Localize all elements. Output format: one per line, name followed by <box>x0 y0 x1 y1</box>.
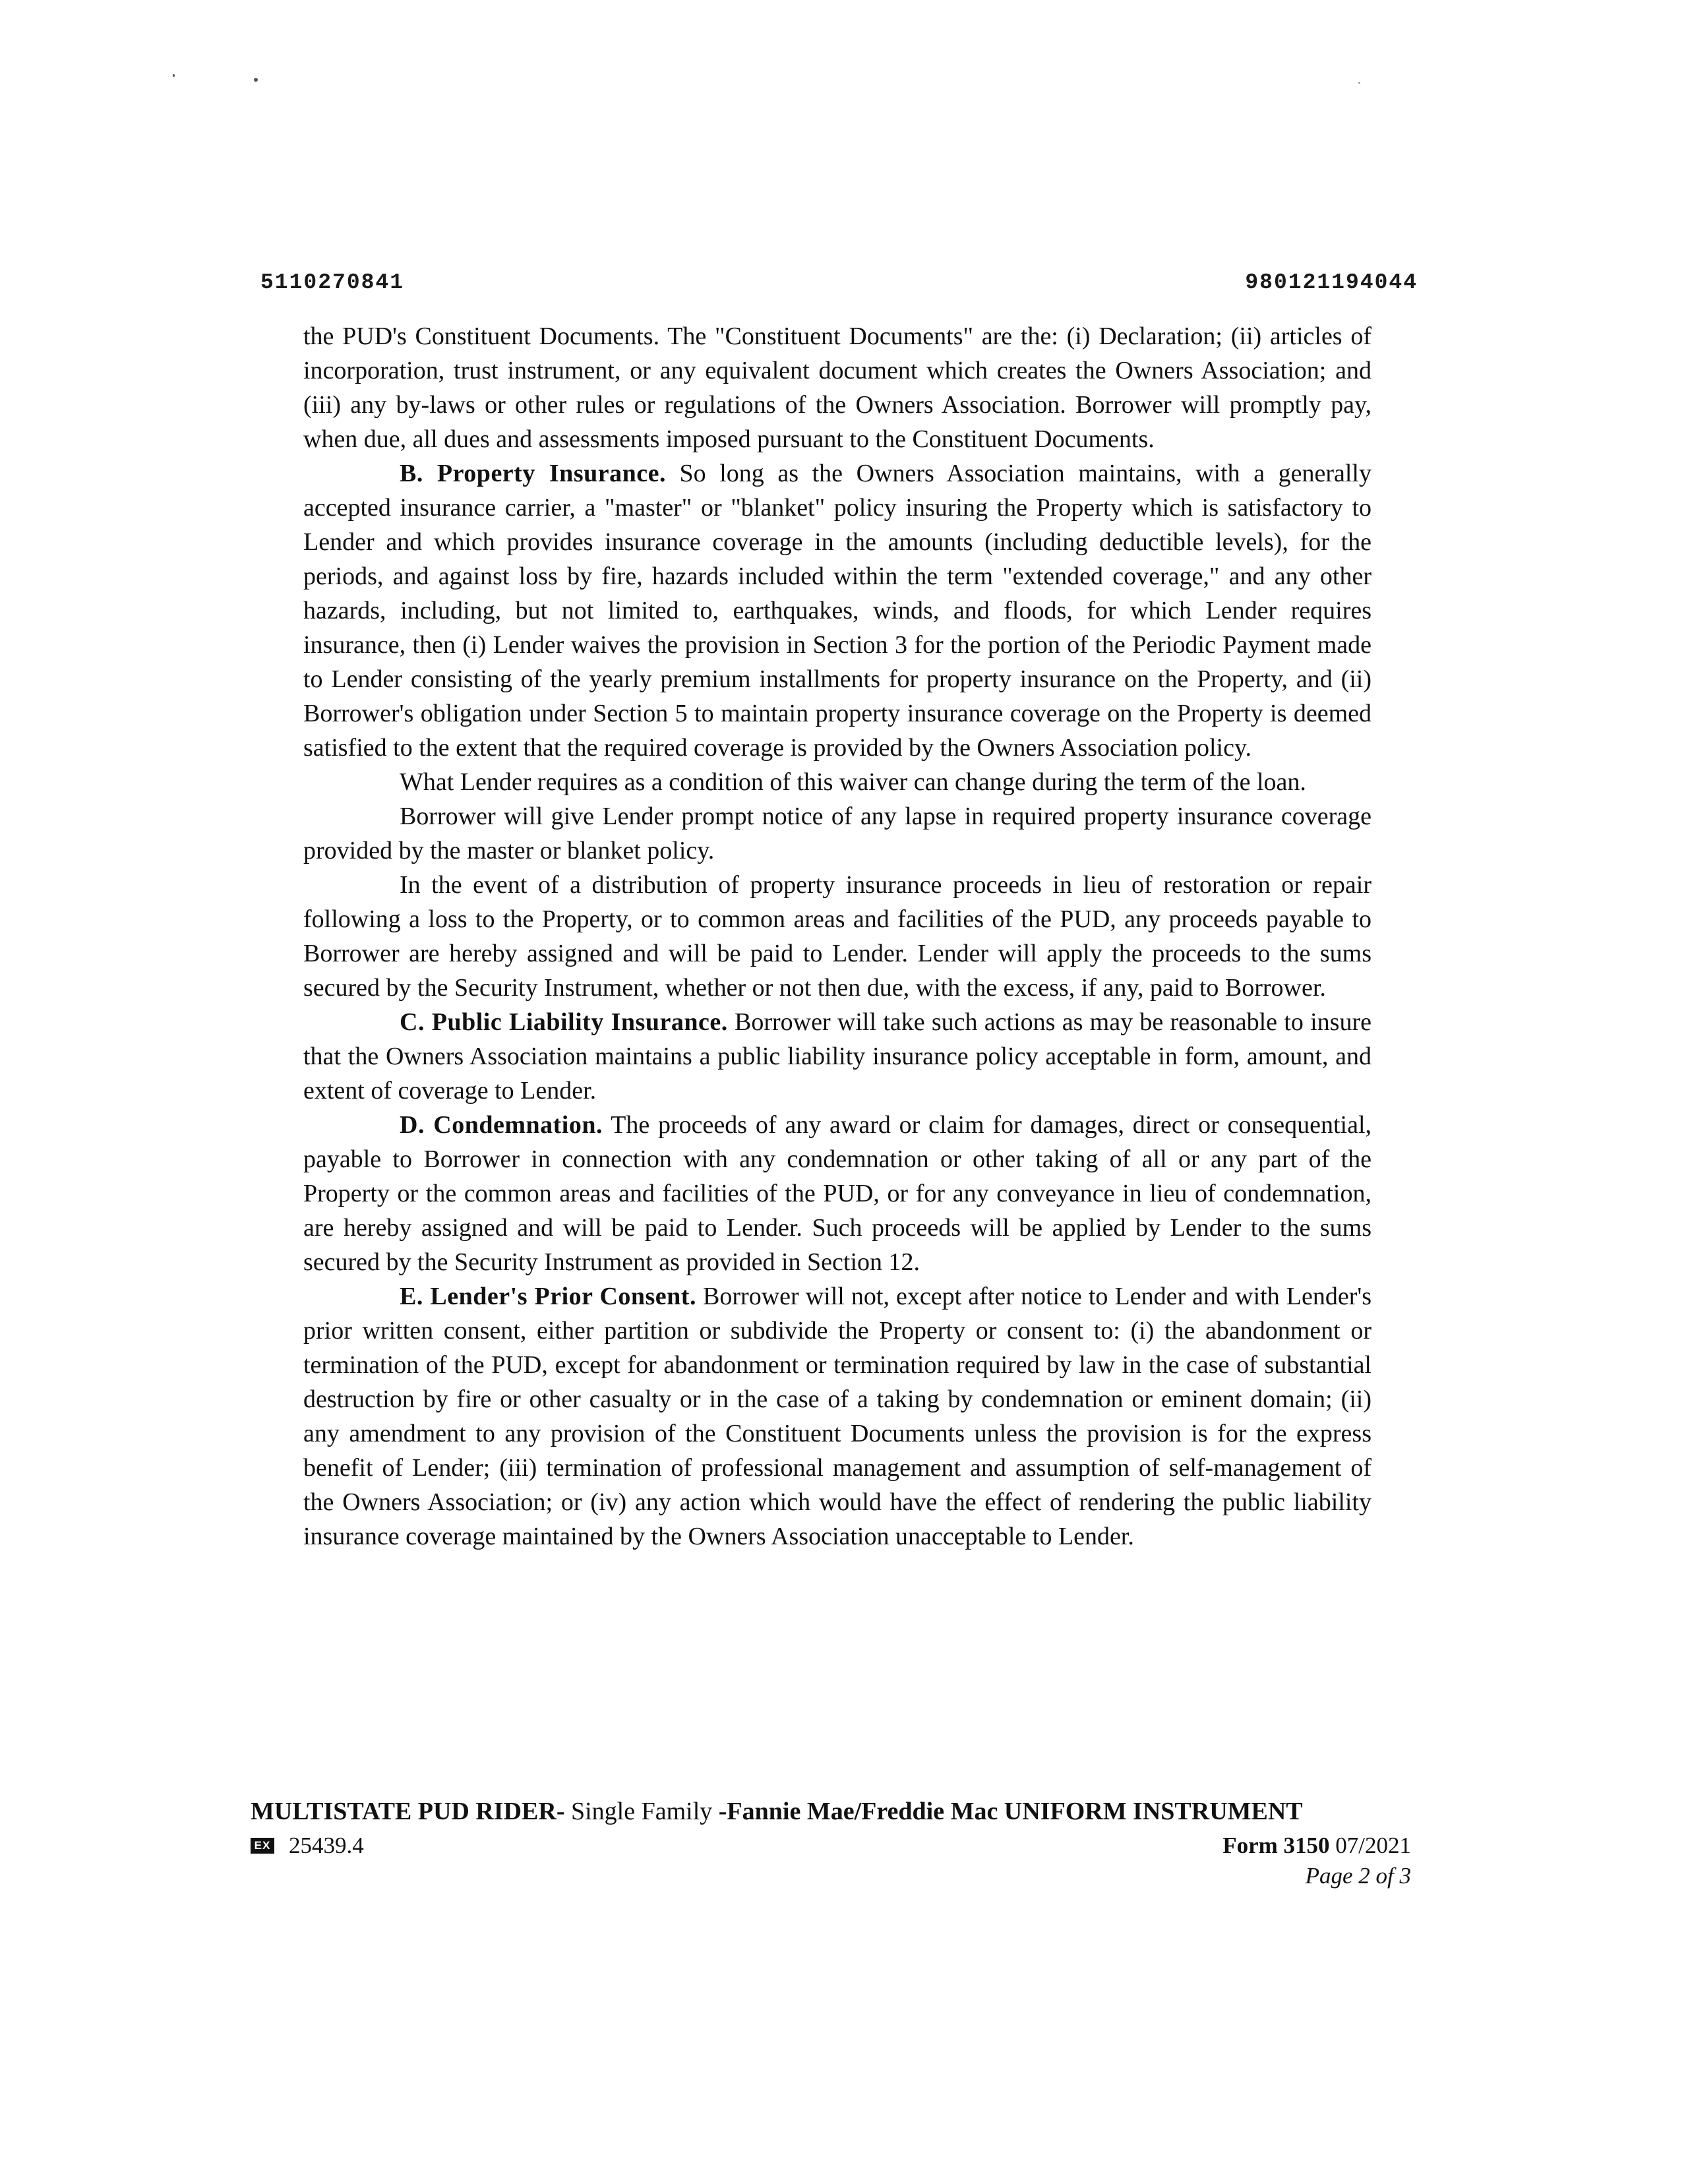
scan-speck <box>254 78 258 82</box>
form-number <box>1222 1833 1411 1858</box>
public-liability-section <box>303 1005 1372 1108</box>
scan-speck <box>173 74 175 77</box>
section-heading: C. Public Liability Insurance. <box>400 1008 728 1036</box>
proceeds-distribution-paragraph: In the event of a distribution of property insurance proceeds in lieu of restoration or repair following a loss to the Property, or to common areas and facilities of the PUD, any proceeds payable to Borrower are hereby assigned and will be paid to Lender. Lender will apply the proceeds to the sums secured by the Security Instrument, whether or not then due, with the excess, if any, paid to Borrower. <box>303 871 1372 1002</box>
document-body <box>303 319 1372 1554</box>
loan-number: 5110270841 <box>260 270 405 295</box>
vendor-info <box>251 1831 364 1861</box>
section-text: So long as the Owners Association maintains, with a generally accepted insurance carrier, a "master" or "blanket" policy insuring the Property which is satisfactory to Lender and which provides insurance coverage in the amounts (including deductible levels), for the periods, and against loss by fire, hazards included within the term "extended coverage," and any other hazards, including, but not limited to, earthquakes, winds, and floods, for which Lender requires insurance, then (i) Lender waives the provision in Section 3 for the portion of the Periodic Payment made to Lender consisting of the yearly premium installments for property insurance on the Property, and (ii) Borrower's obligation under Section 5 to maintain property insurance coverage on the Property is deemed satisfied to the extent that the required coverage is provided by the Owners Association policy. <box>303 460 1372 762</box>
section-text: Borrower will take such actions as may be reasonable to insure that the Owners Association maintains a public liability insurance policy acceptable in form, amount, and extent of coverage to Lender. <box>303 1008 1372 1105</box>
section-heading: E. Lender's Prior Consent. <box>400 1283 696 1310</box>
vendor-code: 25439.4 <box>289 1833 364 1858</box>
prior-consent-section <box>303 1279 1372 1554</box>
scan-speck <box>1358 82 1360 84</box>
form-date: 07/2021 <box>1329 1833 1411 1858</box>
section-heading: B. Property Insurance. <box>400 460 666 487</box>
document-reference-number: 980121194044 <box>1245 270 1418 295</box>
waiver-paragraph: What Lender requires as a condition of this waiver can change during the term of the loan. <box>400 768 1306 796</box>
vendor-logo-icon: EX <box>251 1838 274 1854</box>
property-insurance-section <box>303 456 1372 765</box>
form-label: Form 3150 <box>1222 1833 1330 1858</box>
section-text: Borrower will not, except after notice to Lender and with Lender's prior written consent, either partition or subdivide the Property or consent to: (i) the abandonment or termination of the PUD, except for abandonment or termination required by law in the case of substantial destruction by fire or other casualty or in the case of a taking by condemnation or eminent domain; (ii) any amendment to any provision of the Constituent Documents unless the provision is for the express benefit of Lender; (iii) termination of professional management and assumption of self-management of the Owners Association; or (iv) any action which would have the effect of rendering the public liability insurance coverage maintained by the Owners Association unacceptable to Lender. <box>303 1283 1372 1550</box>
form-title-bold: MULTISTATE PUD RIDER- <box>251 1798 565 1825</box>
lapse-notice-paragraph: Borrower will give Lender prompt notice of any lapse in required property insurance coverage provided by the master or blanket policy. <box>303 803 1372 864</box>
condemnation-section <box>303 1108 1372 1279</box>
form-info <box>1222 1831 1411 1891</box>
section-heading: D. Condemnation. <box>400 1111 603 1139</box>
form-title-regular: Single Family <box>564 1798 719 1825</box>
form-title <box>251 1796 1372 1827</box>
constituent-documents-paragraph: the PUD's Constituent Documents. The "Constituent Documents" are the: (i) Declaration; (ii) articles of incorporation, trust instrument, or any equivalent document which creates the Owners Association; and (iii) any by-laws or other rules or regulations of the Owners Association. Borrower will promptly pay, when due, all dues and assessments imposed pursuant to the Constituent Documents. <box>303 322 1372 453</box>
form-title-bold-2: -Fannie Mae/Freddie Mac UNIFORM INSTRUMENT <box>718 1798 1303 1825</box>
section-text: The proceeds of any award or claim for damages, direct or consequential, payable to Borrower in connection with any condemnation or other taking of all or any part of the Property or the common areas and facilities of the PUD, or for any conveyance in lieu of condemnation, are hereby assigned and will be paid to Lender. Such proceeds will be applied by Lender to the sums secured by the Security Instrument as provided in Section 12. <box>303 1111 1372 1276</box>
page-number: Page 2 of 3 <box>1305 1863 1411 1889</box>
